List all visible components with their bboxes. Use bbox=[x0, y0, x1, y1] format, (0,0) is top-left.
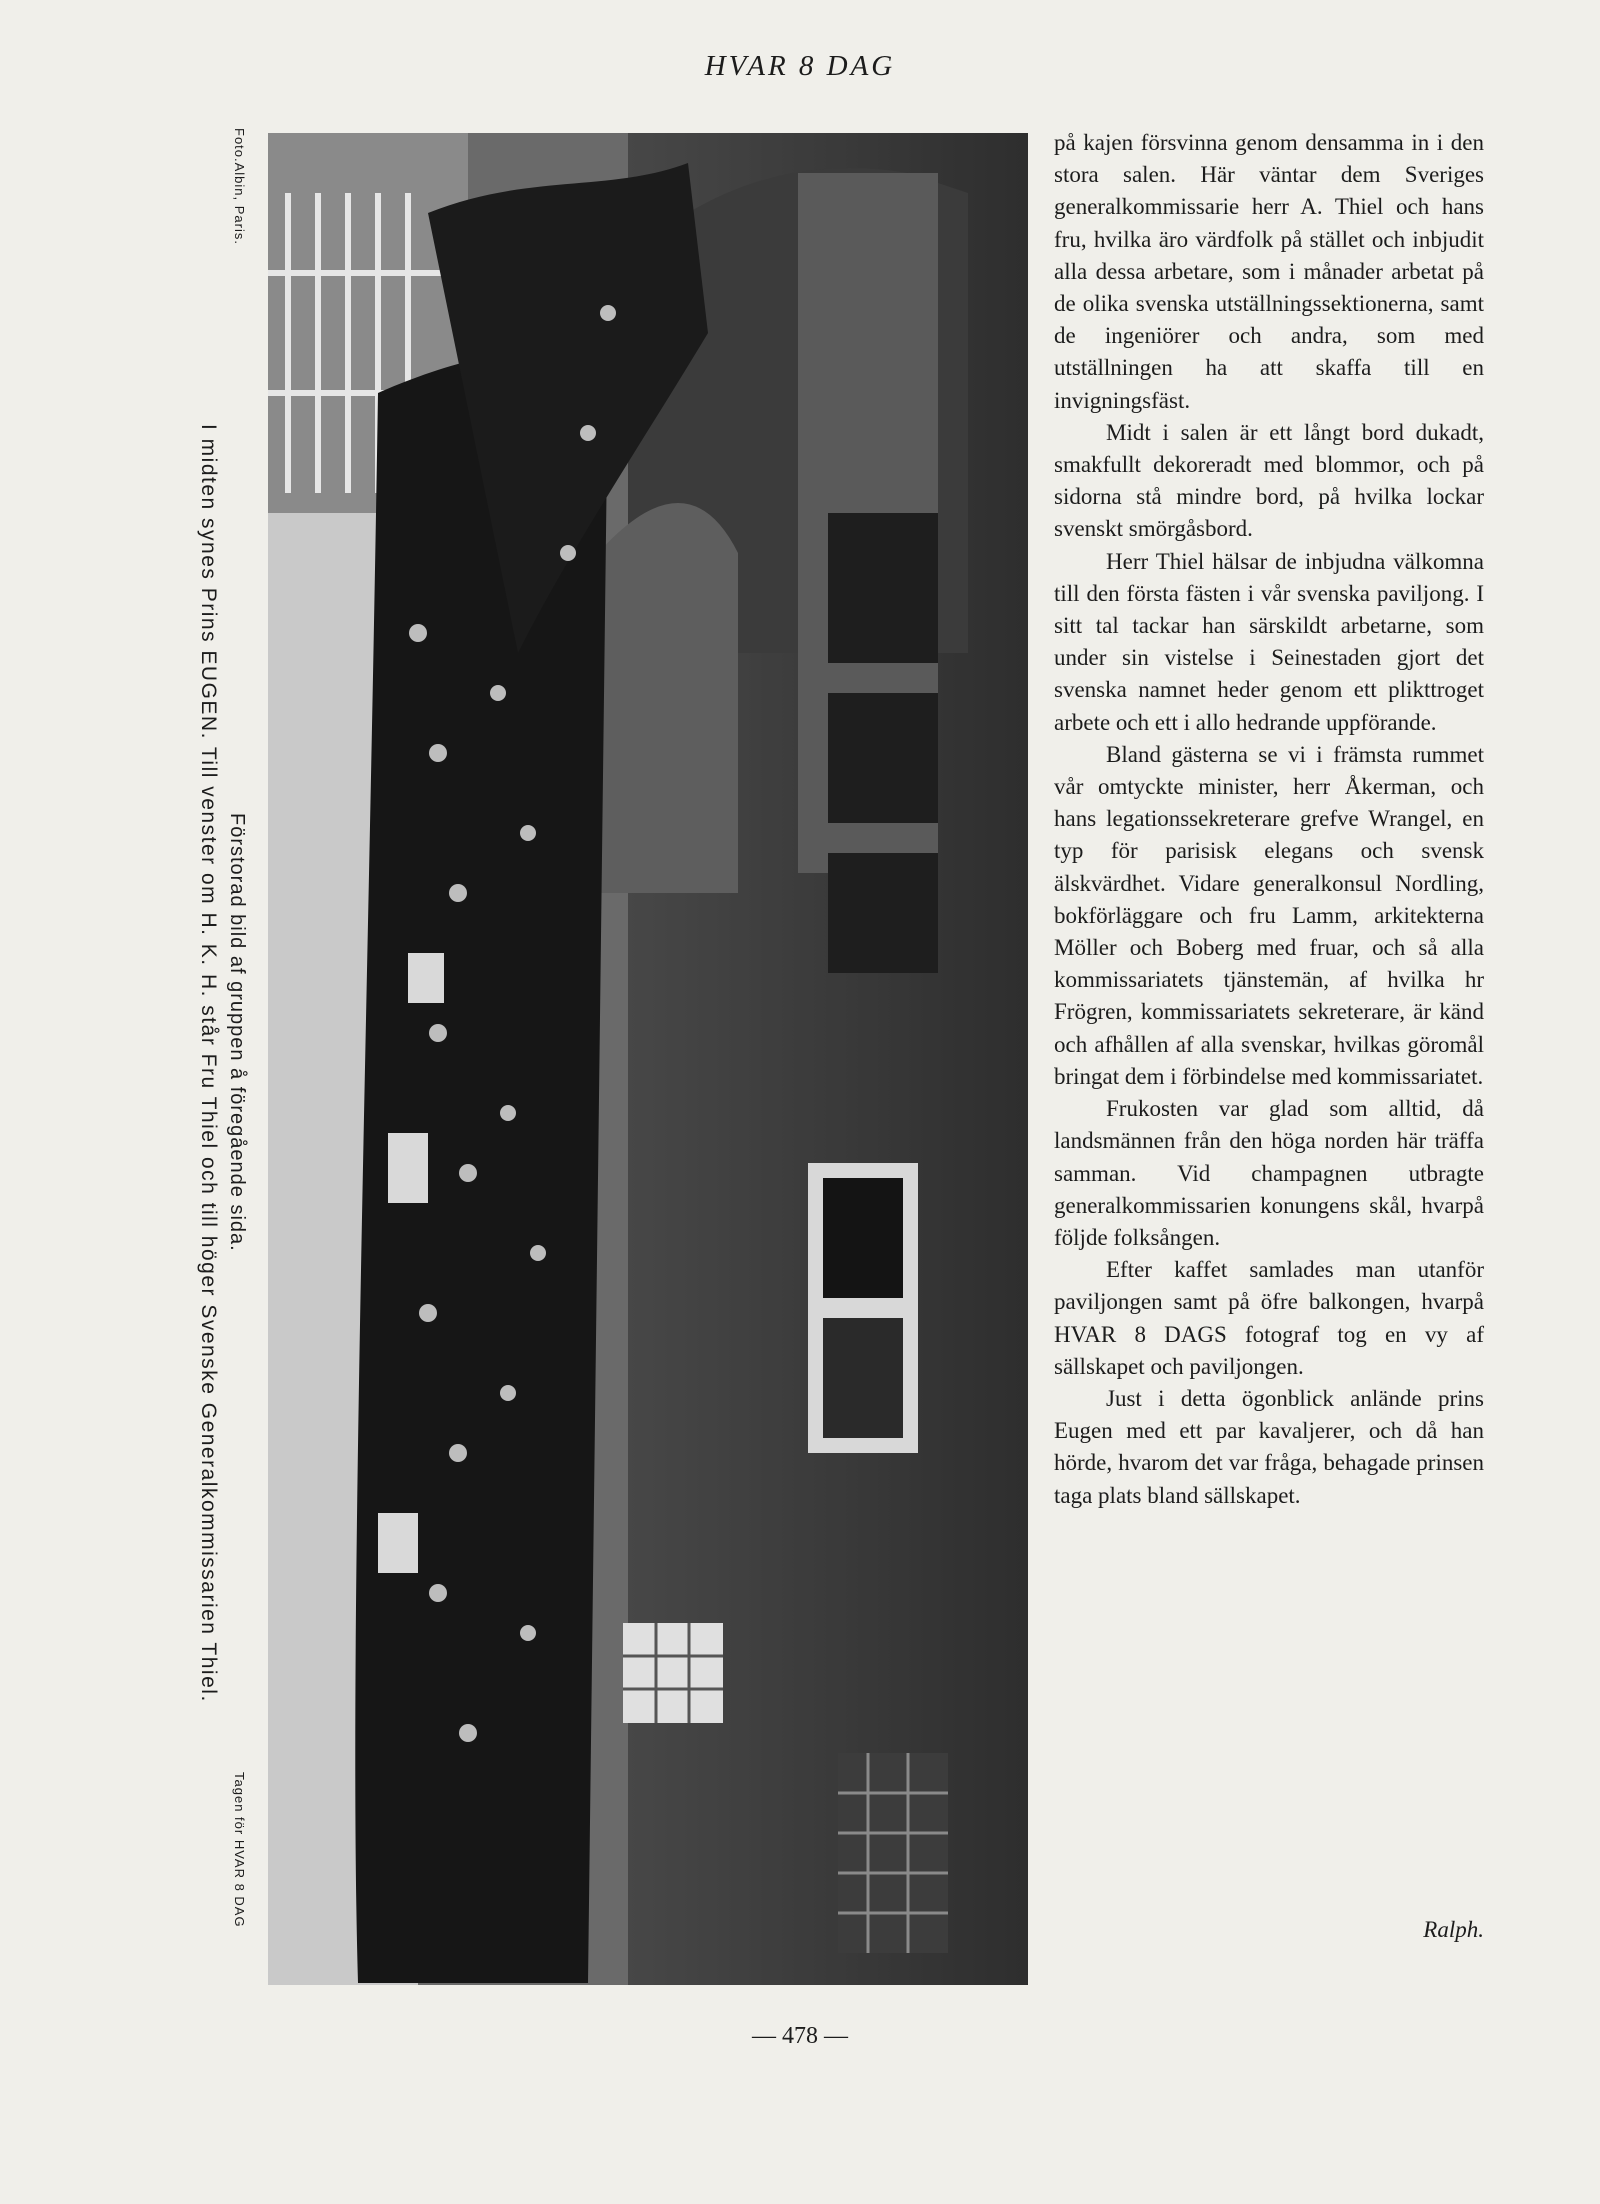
page-number: — 478 — bbox=[752, 2023, 848, 2049]
article-paragraph: Herr Thiel hälsar de inbjudna välkomna till den första fästen i vår svenska paviljong. I sitt tal tackar han särskildt arbetarne, som under sin vistelse i Seinestaden gjort det svenska namnet heder genom ett plikttroget arbete och ett i allo hedrande uppförande. bbox=[1054, 548, 1484, 735]
article-paragraph: Efter kaffet samlades man utanför paviljongen samt på öfre balkongen, hvarpå HVAR 8 DAGS fotograf tog en vy af sällskapet och paviljongen. bbox=[1054, 1257, 1484, 1379]
photo-caption-line1: Förstorad bild af gruppen å föregående sida. bbox=[226, 813, 248, 1252]
upper-window bbox=[828, 853, 938, 973]
article-paragraph: Just i detta ögonblick anlände prins Eugen med ett par kavaljerer, och då han hörde, hvarom det var fråga, behagade prinsen taga plats bland sällskapet. bbox=[1054, 1385, 1484, 1508]
article-body bbox=[1054, 127, 1484, 1512]
photo-caption-line2: I midten synes Prins EUGEN. Till venster om H. K. H. står Fru Thiel och till höger Svenske Generalkommissarien Thiel. bbox=[197, 424, 220, 1703]
photo-credit-left: Foto.Albin, Paris. bbox=[232, 128, 247, 245]
article-paragraph: Midt i salen är ett långt bord dukadt, smakfullt dekoreradt med blommor, och på sidorna stå mindre bord, på hvilka lockar svenskt smörgåsbord. bbox=[1054, 419, 1484, 542]
window-grid bbox=[838, 1753, 948, 1953]
running-header: HVAR 8 DAG bbox=[704, 50, 896, 82]
upper-window bbox=[828, 513, 938, 663]
photo-illustration bbox=[268, 133, 1028, 1985]
entrance-arch bbox=[598, 503, 738, 893]
group-photograph bbox=[268, 133, 1028, 1985]
upper-window bbox=[828, 693, 938, 823]
article-paragraph: Frukosten var glad som alltid, då landsmännen från den höga norden här träffa samman. Vid champagnen utbragte generalkommissarien konungens skål, hvarpå följde folksången. bbox=[1054, 1096, 1484, 1250]
photo-credit-right: Tagen för HVAR 8 DAG bbox=[232, 1772, 247, 1928]
author-signature: Ralph. bbox=[1423, 1917, 1484, 1942]
article-paragraph: Bland gästerna se vi i främsta rummet vår omtyckte minister, herr Åkerman, och hans legationssekreterare grefve Wrangel, en typ för parisisk elegans och svensk älskvärdhet. Vidare generalkonsul Nordling, bokförläggare och fru Lamm, arkitekterna Möller och Boberg med fruar, och så alla kommissariatets tjänstemän, af hvilka hr Frögren, kommissariatets sekreterare, är känd och afhållen af alla svenskar, hvilkas göromål bringat dem i förbindelse med kommissariatet. bbox=[1054, 741, 1484, 1089]
article-paragraph: på kajen försvinna genom densamma in i den stora salen. Här väntar dem Sveriges generalkommissarie herr A. Thiel och hans fru, hvilka äro värdfolk på stället och inbjudit alla dessa arbetare, som i månader arbetat på de olika svenska utställningssektionerna, samt de ingeniörer och andra, som med utställningen ha att skaffa till en invigningsfäst. bbox=[1054, 130, 1484, 413]
window-grid bbox=[623, 1623, 723, 1723]
